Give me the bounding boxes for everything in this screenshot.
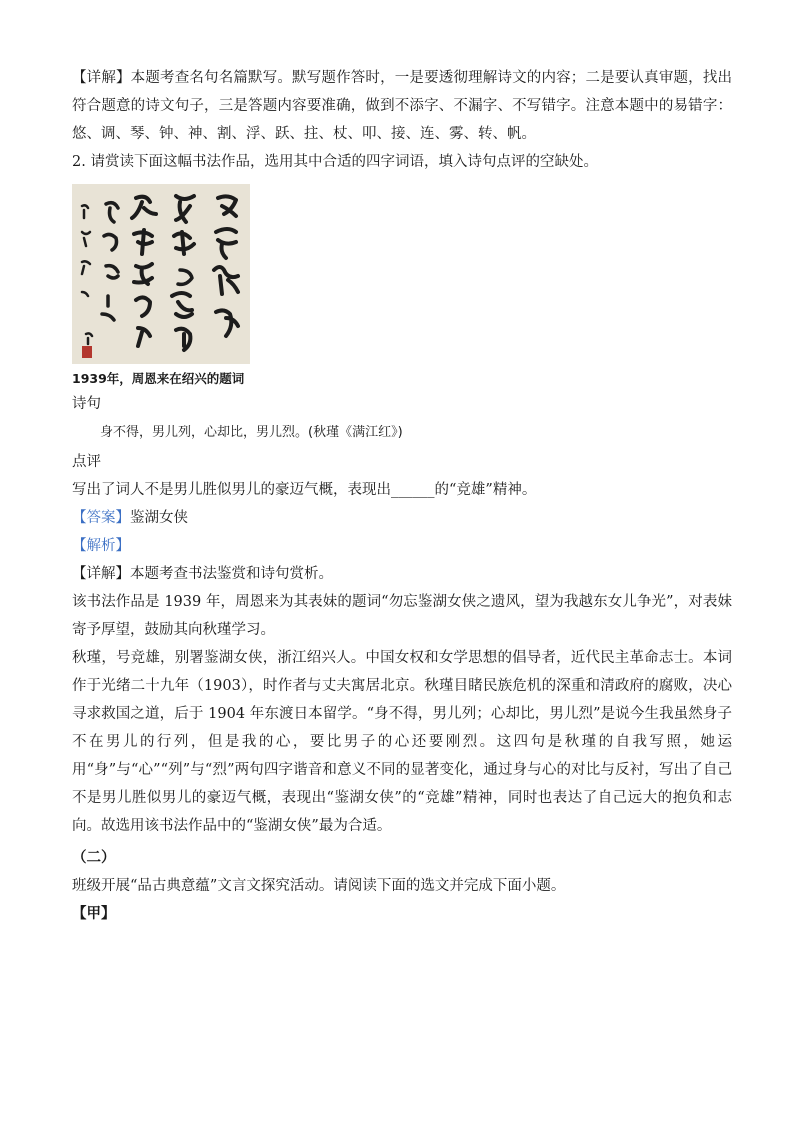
- text-jia-label: 【甲】: [72, 905, 116, 922]
- detail-paragraph-3: 秋瑾，号竞雄，别署鉴湖女侠，浙江绍兴人。中国女权和女学思想的倡导者，近代民主革命志士。本词作于光绪二十九年（1903），时作者与丈夫寓居北京。秋瑾目睹民族危机的深重和清政府的腐败，决心寻求救国之道，后于 1904 年东渡日本留学。“身不得，男儿列；心却比，男儿烈”是说今生我虽然身子不在男儿的行列，但是我的心，要比男子的心还要刚烈。这四句是秋瑾的自我写照，她运用“身”与“心”“列”与“烈”两句四字谐音和意义不同的显著变化，通过身与心的对比与反衬，写出了自己不是男儿胜似男儿的豪迈气概，表现出“鉴湖女侠”的“竞雄”精神，同时也表达了自己远大的抱负和志向。故选用该书法作品中的“鉴湖女侠”最为合适。: [72, 650, 732, 834]
- seal-stamp: [82, 346, 92, 358]
- figure-caption: 1939年，周恩来在绍兴的题词: [72, 371, 245, 386]
- answer-text: 鉴湖女侠: [130, 510, 188, 526]
- comment-text: 写出了词人不是男儿胜似男儿的豪迈气概，表现出______的“竞雄”精神。: [72, 482, 537, 498]
- section-heading: （二）: [72, 849, 116, 866]
- analysis-tag: 【解析】: [72, 538, 130, 554]
- detail-paragraph-1: 【详解】本题考查名句名篇默写。默写题作答时，一是要透彻理解诗文的内容；二是要认真审题，找出符合题意的诗文句子，三是答题内容要准确，做到不添字、不漏字、不写错字。注意本题中的易错字：悠、调、琴、钟、神、割、浮、跃、拄、杖、叩、接、连、雾、转、帆。: [72, 70, 732, 142]
- poem-text: 身不得，男儿列，心却比，男儿烈。(秋瑾《满江红》): [100, 425, 403, 440]
- section-intro: 班级开展“品古典意蕴”文言文探究活动。请阅读下面的选文并完成下面小题。: [72, 878, 566, 894]
- calligraphy-ink: [72, 184, 250, 364]
- calligraphy-figure: [72, 184, 252, 390]
- answer-tag: 【答案】: [72, 510, 130, 526]
- detail-intro: 【详解】本题考查书法鉴赏和诗句赏析。: [72, 566, 333, 582]
- document-page: [72, 64, 732, 928]
- question-2: 2. 请赏读下面这幅书法作品，选用其中合适的四字词语，填入诗句点评的空缺处。: [72, 154, 598, 170]
- comment-label: 点评: [72, 454, 101, 470]
- detail-paragraph-2: 该书法作品是 1939 年，周恩来为其表妹的题词“勿忘鉴湖女侠之遗风，望为我越东女儿争光”，对表妹寄予厚望，鼓励其向秋瑾学习。: [72, 594, 732, 638]
- answer-line: [72, 504, 732, 532]
- calligraphy-image: [72, 184, 250, 364]
- poem-label: 诗句: [72, 396, 101, 412]
